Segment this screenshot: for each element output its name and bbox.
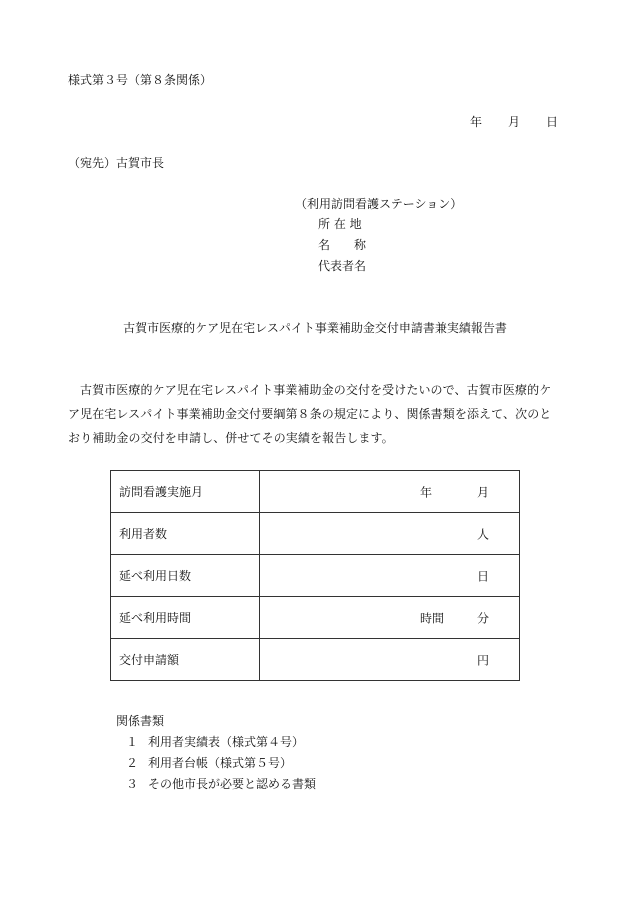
row-label: 訪問看護実施月 xyxy=(111,471,260,513)
list-item xyxy=(126,776,316,797)
item-text: その他市長が必要と認める書類 xyxy=(148,777,317,791)
report-table xyxy=(110,470,520,681)
table-row xyxy=(111,513,520,555)
address-label: 所 在 地 xyxy=(318,217,362,231)
applicant-block xyxy=(318,216,366,279)
station-heading: （利用訪問看護ステーション） xyxy=(295,197,463,211)
unit-label: 人 xyxy=(476,527,489,541)
table-row xyxy=(111,639,520,681)
date-year-label: 年 xyxy=(470,115,483,129)
related-documents-heading: 関係書類 xyxy=(116,714,165,728)
row-label: 延べ利用時間 xyxy=(111,597,260,639)
unit-label: 年 xyxy=(420,485,433,499)
representative-label: 代表者名 xyxy=(318,259,367,273)
date-month-label: 月 xyxy=(508,115,521,129)
unit-label: 円 xyxy=(476,653,489,667)
item-number: ２ xyxy=(126,756,139,770)
item-number: １ xyxy=(126,735,139,749)
row-label: 利用者数 xyxy=(111,513,260,555)
value-cell[interactable] xyxy=(260,513,520,555)
row-label: 延べ利用日数 xyxy=(111,555,260,597)
value-cell[interactable] xyxy=(260,471,520,513)
unit-label: 分 xyxy=(476,611,489,625)
table-row xyxy=(111,555,520,597)
table-row xyxy=(111,471,520,513)
unit-label: 月 xyxy=(476,485,489,499)
addressee: （宛先）古賀市長 xyxy=(68,156,165,170)
item-text: 利用者実績表（様式第４号） xyxy=(148,735,305,749)
date-day-label: 日 xyxy=(546,115,559,129)
item-text: 利用者台帳（様式第５号） xyxy=(148,756,293,770)
name-label: 名 称 xyxy=(318,238,367,252)
value-cell[interactable] xyxy=(260,639,520,681)
unit-label: 時間 xyxy=(420,611,445,625)
body-paragraph: 古賀市医療的ケア児在宅レスパイト事業補助金の交付を受けたいので、古賀市医療的ケア児在宅レスパイト事業補助金交付要綱第８条の規定により、関係書類を添えて、次のとおり補助金の交付を申請し、併せてその実績を報告します。 xyxy=(68,383,552,445)
row-label: 交付申請額 xyxy=(111,639,260,681)
item-number: ３ xyxy=(126,777,139,791)
value-cell[interactable] xyxy=(260,597,520,639)
form-number: 様式第３号（第８条関係） xyxy=(68,73,213,87)
unit-label: 日 xyxy=(476,569,489,583)
table-row xyxy=(111,597,520,639)
document-title: 古賀市医療的ケア児在宅レスパイト事業補助金交付申請書兼実績報告書 xyxy=(123,321,507,335)
value-cell[interactable] xyxy=(260,555,520,597)
related-documents-list xyxy=(126,734,316,797)
list-item xyxy=(126,734,316,755)
list-item xyxy=(126,755,316,776)
